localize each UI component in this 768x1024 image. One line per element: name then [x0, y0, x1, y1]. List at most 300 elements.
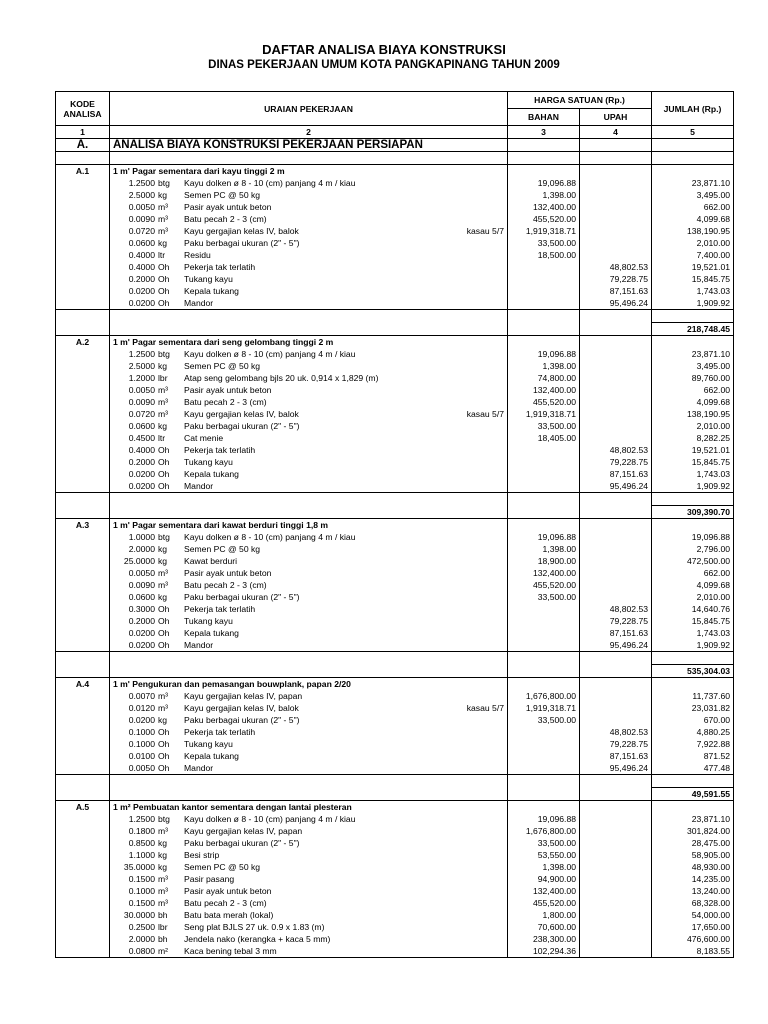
bahan-price: [508, 273, 580, 285]
item-description: [110, 591, 508, 603]
item-description: [110, 750, 508, 762]
item-quantity: 0.4000: [128, 445, 155, 455]
jumlah-value: 1,743.03: [652, 285, 734, 297]
empty-cell: [56, 237, 110, 249]
empty-cell: [56, 213, 110, 225]
empty-cell: [56, 323, 110, 336]
item-name: Paku berbagai ukuran (2" - 5"): [184, 592, 300, 602]
header-kode-analisa: KODE ANALISA: [56, 92, 110, 126]
empty-cell: [508, 336, 580, 349]
item-unit: Oh: [158, 457, 170, 467]
bahan-price: 1,398.00: [508, 543, 580, 555]
empty-cell: [56, 738, 110, 750]
table-row: [56, 909, 734, 921]
empty-cell: [56, 444, 110, 456]
jumlah-value: 4,099.68: [652, 213, 734, 225]
item-description: [110, 348, 508, 360]
empty-cell: [56, 468, 110, 480]
jumlah-value: 8,282.25: [652, 432, 734, 444]
empty-cell: [508, 801, 580, 814]
item-description: [110, 933, 508, 945]
item-name: Tukang kayu: [184, 739, 233, 749]
item-name: Paku berbagai ukuran (2" - 5"): [184, 421, 300, 431]
item-name: Kepala tukang: [184, 628, 239, 638]
empty-cell: [56, 261, 110, 273]
column-number: 5: [652, 126, 734, 139]
empty-cell: [508, 788, 580, 801]
item-quantity: 0.0200: [128, 628, 155, 638]
jumlah-value: 1,909.92: [652, 297, 734, 310]
item-unit: m³: [158, 886, 169, 896]
empty-cell: [56, 813, 110, 825]
table-row: [56, 408, 734, 420]
bahan-price: 455,520.00: [508, 897, 580, 909]
header-bahan: BAHAN: [508, 109, 580, 126]
empty-cell: [580, 493, 652, 506]
item-description: [110, 225, 508, 237]
empty-cell: [56, 201, 110, 213]
item-name: Batu pecah 2 - 3 (cm): [184, 397, 267, 407]
section-title: ANALISA BIAYA KONSTRUKSI PEKERJAAN PERSIAPAN: [110, 139, 508, 152]
bahan-price: [508, 615, 580, 627]
empty-cell: [652, 652, 734, 665]
upah-price: [580, 885, 652, 897]
bahan-price: 132,400.00: [508, 201, 580, 213]
item-quantity: 0.1000: [128, 739, 155, 749]
empty-cell: [56, 480, 110, 493]
bahan-price: [508, 750, 580, 762]
item-unit: bh: [158, 934, 168, 944]
group-header-row: [56, 519, 734, 532]
item-description: [110, 921, 508, 933]
column-number: 2: [110, 126, 508, 139]
table-row: [56, 714, 734, 726]
empty-cell: [56, 273, 110, 285]
empty-cell: [580, 310, 652, 323]
item-unit: m³: [158, 874, 169, 884]
upah-price: 48,802.53: [580, 261, 652, 273]
item-quantity: 0.0200: [128, 640, 155, 650]
item-quantity: 2.0000: [128, 934, 155, 944]
item-description: [110, 177, 508, 189]
jumlah-value: 23,871.10: [652, 177, 734, 189]
table-row: [56, 555, 734, 567]
upah-price: [580, 543, 652, 555]
item-name: Mandor: [184, 481, 214, 491]
empty-cell: [56, 493, 110, 506]
upah-price: 79,228.75: [580, 738, 652, 750]
item-note: kasau 5/7: [466, 409, 504, 419]
empty-cell: [110, 775, 508, 788]
table-row: [56, 261, 734, 273]
jumlah-value: 2,010.00: [652, 420, 734, 432]
empty-cell: [56, 627, 110, 639]
item-description: [110, 885, 508, 897]
upah-price: [580, 432, 652, 444]
upah-price: [580, 249, 652, 261]
empty-cell: [580, 165, 652, 178]
group-header-row: [56, 801, 734, 814]
upah-price: 48,802.53: [580, 444, 652, 456]
jumlah-value: 3,495.00: [652, 360, 734, 372]
item-unit: lbr: [158, 373, 168, 383]
item-description: [110, 726, 508, 738]
item-quantity: 2.5000: [128, 190, 155, 200]
item-quantity: 0.0200: [128, 715, 155, 725]
item-unit: btg: [158, 532, 170, 542]
table-row: [56, 849, 734, 861]
item-description: [110, 567, 508, 579]
bahan-price: 33,500.00: [508, 591, 580, 603]
item-quantity: 1.2500: [128, 814, 155, 824]
item-unit: m³: [158, 214, 169, 224]
item-name: Batu bata merah (lokal): [184, 910, 274, 920]
item-unit: ltr: [158, 433, 166, 443]
item-name: Batu pecah 2 - 3 (cm): [184, 214, 267, 224]
item-name: Pasir ayak untuk beton: [184, 202, 272, 212]
item-description: [110, 813, 508, 825]
table-row: [56, 567, 734, 579]
item-name: Paku berbagai ukuran (2" - 5"): [184, 715, 300, 725]
jumlah-value: 15,845.75: [652, 456, 734, 468]
empty-cell: [56, 152, 110, 165]
bahan-price: 33,500.00: [508, 237, 580, 249]
item-description: [110, 456, 508, 468]
jumlah-value: 670.00: [652, 714, 734, 726]
item-description: [110, 285, 508, 297]
item-unit: lbr: [158, 922, 168, 932]
item-description: [110, 444, 508, 456]
item-name: Cat menie: [184, 433, 224, 443]
item-unit: Oh: [158, 481, 170, 491]
empty-cell: [56, 615, 110, 627]
group-code: A.1: [56, 165, 110, 178]
item-unit: m³: [158, 568, 169, 578]
upah-price: 48,802.53: [580, 726, 652, 738]
item-name: Kayu dolken ø 8 - 10 (cm) panjang 4 m / kiau: [184, 349, 356, 359]
item-quantity: 0.1500: [128, 898, 155, 908]
item-name: Pekerja tak terlatih: [184, 262, 256, 272]
item-name: Atap seng gelombang bjls 20 uk. 0,914 x 1,829 (m): [184, 373, 379, 383]
upah-price: [580, 396, 652, 408]
item-description: [110, 762, 508, 775]
upah-price: [580, 348, 652, 360]
spacer-row: [56, 152, 734, 165]
table-row: [56, 531, 734, 543]
empty-cell: [56, 177, 110, 189]
item-name: Kayu dolken ø 8 - 10 (cm) panjang 4 m / kiau: [184, 814, 356, 824]
item-quantity: 0.0090: [128, 580, 155, 590]
item-quantity: 0.0600: [128, 421, 155, 431]
empty-cell: [508, 506, 580, 519]
item-description: [110, 627, 508, 639]
item-quantity: 0.1000: [128, 727, 155, 737]
item-name: Mandor: [184, 640, 214, 650]
header-jumlah: JUMLAH (Rp.): [652, 92, 734, 126]
empty-cell: [56, 639, 110, 652]
empty-cell: [508, 775, 580, 788]
empty-cell: [56, 555, 110, 567]
item-description: [110, 360, 508, 372]
item-unit: btg: [158, 814, 170, 824]
upah-price: [580, 861, 652, 873]
table-row: [56, 603, 734, 615]
bahan-price: [508, 297, 580, 310]
jumlah-value: 662.00: [652, 567, 734, 579]
jumlah-value: 58,905.00: [652, 849, 734, 861]
upah-price: [580, 189, 652, 201]
empty-cell: [56, 921, 110, 933]
item-name: Batu pecah 2 - 3 (cm): [184, 898, 267, 908]
empty-cell: [580, 678, 652, 691]
bahan-price: 19,096.88: [508, 177, 580, 189]
item-unit: m³: [158, 580, 169, 590]
item-unit: Oh: [158, 286, 170, 296]
jumlah-value: 48,930.00: [652, 861, 734, 873]
jumlah-value: 13,240.00: [652, 885, 734, 897]
document-subtitle: DINAS PEKERJAAN UMUM KOTA PANGKAPINANG TAHUN 2009: [208, 59, 560, 71]
bahan-price: 18,900.00: [508, 555, 580, 567]
empty-cell: [56, 750, 110, 762]
jumlah-value: 3,495.00: [652, 189, 734, 201]
empty-cell: [56, 579, 110, 591]
upah-price: 95,496.24: [580, 762, 652, 775]
upah-price: [580, 237, 652, 249]
item-unit: Oh: [158, 298, 170, 308]
item-description: [110, 408, 508, 420]
empty-cell: [56, 420, 110, 432]
item-quantity: 0.0200: [128, 286, 155, 296]
upah-price: [580, 873, 652, 885]
jumlah-value: 477.48: [652, 762, 734, 775]
spacer-row: [56, 652, 734, 665]
item-description: [110, 384, 508, 396]
upah-price: [580, 921, 652, 933]
table-row: [56, 360, 734, 372]
group-code: A.2: [56, 336, 110, 349]
group-total-row: [56, 788, 734, 801]
item-description: [110, 837, 508, 849]
empty-cell: [56, 591, 110, 603]
item-quantity: 0.2000: [128, 274, 155, 284]
jumlah-value: 23,871.10: [652, 813, 734, 825]
item-name: Paku berbagai ukuran (2" - 5"): [184, 238, 300, 248]
item-quantity: 25.0000: [123, 556, 155, 566]
item-name: Kepala tukang: [184, 469, 239, 479]
empty-cell: [56, 788, 110, 801]
item-name: Semen PC @ 50 kg: [184, 361, 261, 371]
group-header-row: [56, 678, 734, 691]
empty-cell: [56, 285, 110, 297]
item-name: Paku berbagai ukuran (2" - 5"): [184, 838, 300, 848]
bahan-price: 1,676,800.00: [508, 690, 580, 702]
item-name: Residu: [184, 250, 211, 260]
item-unit: bh: [158, 910, 168, 920]
upah-price: [580, 177, 652, 189]
item-unit: Oh: [158, 640, 170, 650]
bahan-price: [508, 603, 580, 615]
empty-cell: [56, 384, 110, 396]
item-name: Pasir ayak untuk beton: [184, 385, 272, 395]
bahan-price: 1,919,318.71: [508, 702, 580, 714]
empty-cell: [110, 152, 508, 165]
table-row: [56, 591, 734, 603]
item-unit: m³: [158, 826, 169, 836]
item-name: Batu pecah 2 - 3 (cm): [184, 580, 267, 590]
item-unit: kg: [158, 715, 168, 725]
bahan-price: 1,919,318.71: [508, 408, 580, 420]
empty-cell: [56, 249, 110, 261]
bahan-price: [508, 480, 580, 493]
jumlah-value: 19,096.88: [652, 531, 734, 543]
table-row: [56, 639, 734, 652]
empty-cell: [652, 139, 734, 152]
item-description: [110, 189, 508, 201]
item-unit: Oh: [158, 751, 170, 761]
item-unit: m³: [158, 397, 169, 407]
item-description: [110, 603, 508, 615]
item-unit: kg: [158, 592, 168, 602]
empty-cell: [56, 837, 110, 849]
bahan-price: 1,800.00: [508, 909, 580, 921]
item-description: [110, 372, 508, 384]
jumlah-value: 4,099.68: [652, 579, 734, 591]
empty-cell: [580, 788, 652, 801]
group-total: 535,304.03: [652, 665, 734, 678]
item-name: Semen PC @ 50 kg: [184, 544, 261, 554]
upah-price: [580, 945, 652, 958]
item-description: [110, 738, 508, 750]
empty-cell: [508, 152, 580, 165]
table-row: [56, 444, 734, 456]
column-number: 3: [508, 126, 580, 139]
jumlah-value: 1,909.92: [652, 639, 734, 652]
upah-price: 95,496.24: [580, 639, 652, 652]
bahan-price: 102,294.36: [508, 945, 580, 958]
jumlah-value: 8,183.55: [652, 945, 734, 958]
empty-cell: [508, 493, 580, 506]
empty-cell: [56, 933, 110, 945]
analysis-table: [55, 91, 734, 958]
item-unit: Oh: [158, 616, 170, 626]
jumlah-value: 472,500.00: [652, 555, 734, 567]
upah-price: 79,228.75: [580, 273, 652, 285]
item-unit: m³: [158, 226, 169, 236]
spacer-row: [56, 775, 734, 788]
bahan-price: 1,398.00: [508, 189, 580, 201]
item-unit: kg: [158, 361, 168, 371]
item-quantity: 1.2500: [128, 178, 155, 188]
bahan-price: 33,500.00: [508, 837, 580, 849]
item-quantity: 0.8500: [128, 838, 155, 848]
upah-price: 48,802.53: [580, 603, 652, 615]
table-row: [56, 456, 734, 468]
table-row: [56, 813, 734, 825]
upah-price: [580, 225, 652, 237]
table-row: [56, 213, 734, 225]
upah-price: [580, 897, 652, 909]
bahan-price: [508, 762, 580, 775]
item-name: Kayu dolken ø 8 - 10 (cm) panjang 4 m / kiau: [184, 532, 356, 542]
upah-price: [580, 933, 652, 945]
empty-cell: [56, 348, 110, 360]
item-description: [110, 861, 508, 873]
empty-cell: [580, 336, 652, 349]
item-quantity: 0.2000: [128, 457, 155, 467]
item-description: [110, 849, 508, 861]
item-quantity: 0.0720: [128, 409, 155, 419]
jumlah-value: 871.52: [652, 750, 734, 762]
jumlah-value: 4,880.25: [652, 726, 734, 738]
item-description: [110, 531, 508, 543]
item-name: Kayu dolken ø 8 - 10 (cm) panjang 4 m / kiau: [184, 178, 356, 188]
group-total-row: [56, 323, 734, 336]
item-unit: btg: [158, 349, 170, 359]
item-description: [110, 273, 508, 285]
empty-cell: [56, 897, 110, 909]
header-harga-satuan: HARGA SATUAN (Rp.): [508, 92, 652, 109]
empty-cell: [110, 493, 508, 506]
item-name: Tukang kayu: [184, 274, 233, 284]
item-quantity: 0.0050: [128, 385, 155, 395]
upah-price: [580, 714, 652, 726]
empty-cell: [56, 372, 110, 384]
empty-cell: [56, 873, 110, 885]
bahan-price: 18,500.00: [508, 249, 580, 261]
upah-price: 87,151.63: [580, 750, 652, 762]
item-quantity: 0.0720: [128, 226, 155, 236]
bahan-price: [508, 456, 580, 468]
item-name: Besi strip: [184, 850, 220, 860]
column-number: 4: [580, 126, 652, 139]
item-description: [110, 261, 508, 273]
table-row: [56, 945, 734, 958]
item-description: [110, 201, 508, 213]
empty-cell: [110, 665, 508, 678]
item-unit: Oh: [158, 604, 170, 614]
item-name: Pasir ayak untuk beton: [184, 886, 272, 896]
item-unit: m³: [158, 898, 169, 908]
item-name: Kayu gergajian kelas IV, balok: [184, 226, 299, 236]
bahan-price: 19,096.88: [508, 531, 580, 543]
spacer-row: [56, 310, 734, 323]
item-quantity: 0.0200: [128, 469, 155, 479]
empty-cell: [56, 225, 110, 237]
empty-cell: [580, 323, 652, 336]
jumlah-value: 68,328.00: [652, 897, 734, 909]
table-row: [56, 690, 734, 702]
item-description: [110, 543, 508, 555]
upah-price: 87,151.63: [580, 468, 652, 480]
table-row: [56, 201, 734, 213]
bahan-price: 33,500.00: [508, 714, 580, 726]
item-name: Kayu gergajian kelas IV, papan: [184, 691, 303, 701]
jumlah-value: 28,475.00: [652, 837, 734, 849]
empty-cell: [580, 152, 652, 165]
table-row: [56, 873, 734, 885]
item-quantity: 0.4000: [128, 250, 155, 260]
empty-cell: [580, 652, 652, 665]
empty-cell: [56, 909, 110, 921]
bahan-price: 19,096.88: [508, 348, 580, 360]
empty-cell: [56, 762, 110, 775]
jumlah-value: 19,521.01: [652, 444, 734, 456]
jumlah-value: 23,031.82: [652, 702, 734, 714]
upah-price: [580, 813, 652, 825]
empty-cell: [508, 310, 580, 323]
item-unit: kg: [158, 850, 168, 860]
bahan-price: 1,398.00: [508, 360, 580, 372]
